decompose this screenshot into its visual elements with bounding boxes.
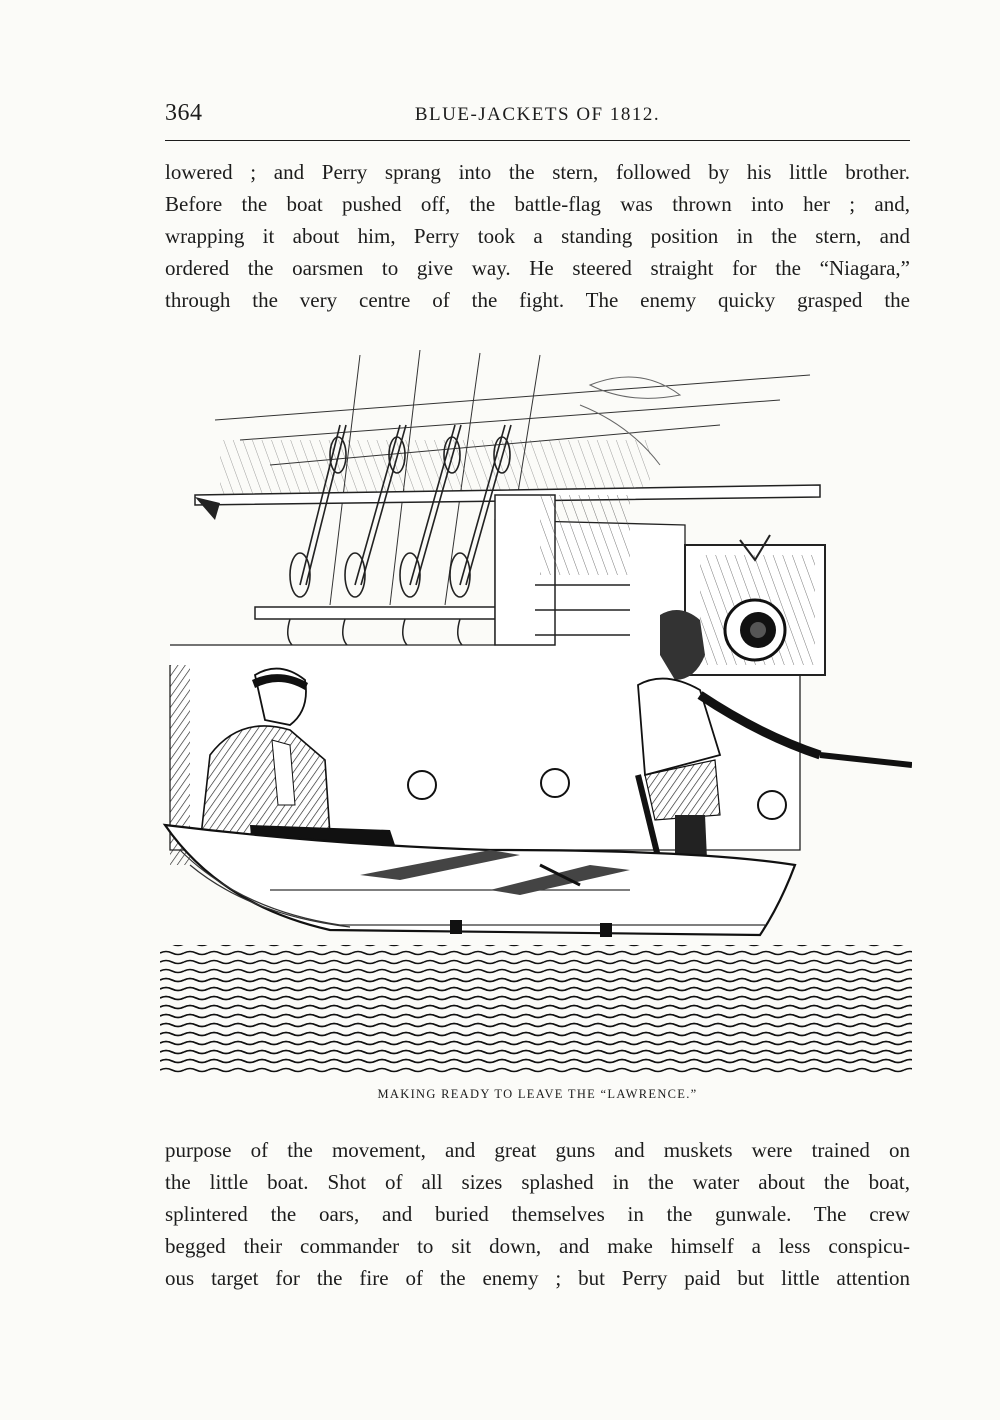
text-line: wrapping it about him, Perry took a standing position in the stern, and bbox=[165, 224, 910, 248]
page-header bbox=[165, 100, 910, 134]
text-line: ous target for the fire of the enemy ; but Perry paid but little attention bbox=[165, 1266, 910, 1290]
illustration-boat-scene bbox=[160, 345, 912, 1080]
header-rule bbox=[165, 140, 910, 141]
text-line: through the very centre of the fight. The enemy quicky grasped the bbox=[165, 288, 910, 312]
page-number: 364 bbox=[165, 100, 203, 126]
text-line: purpose of the movement, and great guns and muskets were trained on bbox=[165, 1138, 910, 1162]
text-line: Before the boat pushed off, the battle-flag was thrown into her ; and, bbox=[165, 192, 910, 216]
body-paragraph-top bbox=[165, 156, 910, 316]
text-line: begged their commander to sit down, and make himself a less conspicu- bbox=[165, 1234, 910, 1258]
body-paragraph-bottom bbox=[165, 1134, 910, 1294]
text-line: ordered the oarsmen to give way. He steered straight for the “Niagara,” bbox=[165, 256, 910, 280]
running-title: BLUE-JACKETS OF 1812. bbox=[414, 104, 661, 125]
text-line: lowered ; and Perry sprang into the stern, followed by his little brother. bbox=[165, 160, 910, 184]
figure-caption: MAKING READY TO LEAVE THE “LAWRENCE.” bbox=[377, 1087, 698, 1101]
text-line: splintered the oars, and buried themselves in the gunwale. The crew bbox=[165, 1202, 910, 1226]
gun-port bbox=[685, 535, 825, 675]
text-line: the little boat. Shot of all sizes splashed in the water about the boat, bbox=[165, 1170, 910, 1194]
